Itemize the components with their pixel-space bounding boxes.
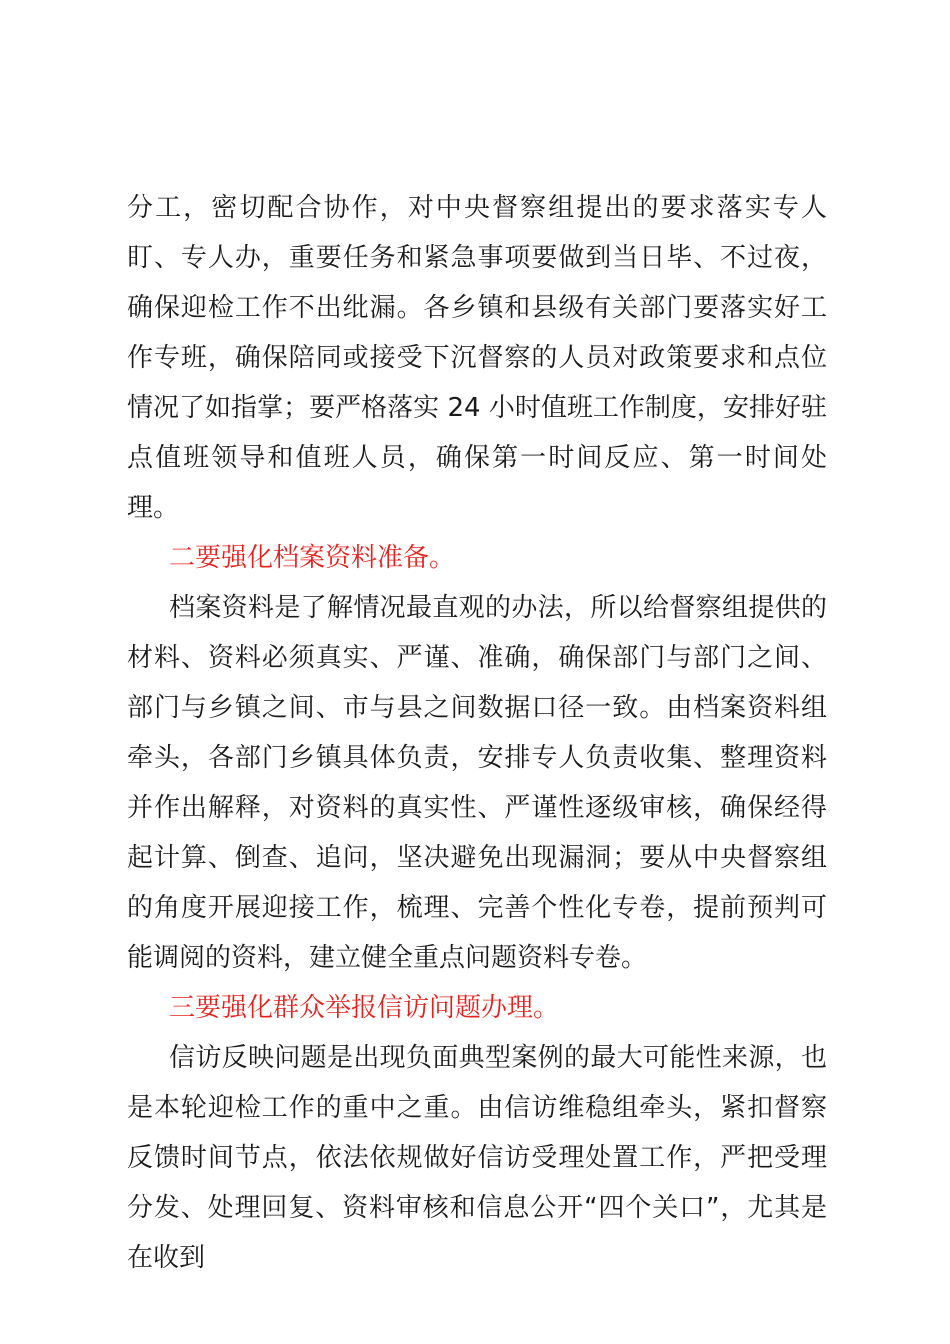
section-heading-archive-preparation: 二要强化档案资料准备。 [169, 543, 456, 573]
section-heading-petition-handling: 三要强化群众举报信访问题办理。 [169, 993, 560, 1023]
paragraph-duty-assignment: 分工，密切配合协作，对中央督察组提出的要求落实专人盯、专人办，重要任务和紧急事项要做到当日毕、不过夜，确保迎检工作不出纰漏。各乡镇和县级有关部门要落实好工作专班，确保陪同或接受下沉督察的人员对政策要求和点位情况了如指掌；要严格落实 24 小时值班工作制度，安排好驻点值班领导和值班人员，确保第一时间反应、第一时间处理。 [127, 193, 827, 523]
paragraph-petition-issues: 信访反映问题是出现负面典型案例的最大可能性来源，也是本轮迎检工作的重中之重。由信访维稳组牵头，紧扣督察反馈时间节点，依法依规做好信访受理处置工作，严把受理分发、处理回复、资料审核和信息公开“四个关口”，尤其是在收到 [127, 1043, 827, 1273]
paragraph-archive-materials: 档案资料是了解情况最直观的办法，所以给督察组提供的材料、资料必须真实、严谨、准确，确保部门与部门之间、部门与乡镇之间、市与县之间数据口径一致。由档案资料组牵头，各部门乡镇具体负责，安排专人负责收集、整理资料并作出解释，对资料的真实性、严谨性逐级审核，确保经得起计算、倒查、追问，坚决避免出现漏洞；要从中央督察组的角度开展迎接工作，梳理、完善个性化专卷，提前预判可能调阅的资料，建立健全重点问题资料专卷。 [127, 593, 827, 973]
document-body [127, 183, 827, 1283]
